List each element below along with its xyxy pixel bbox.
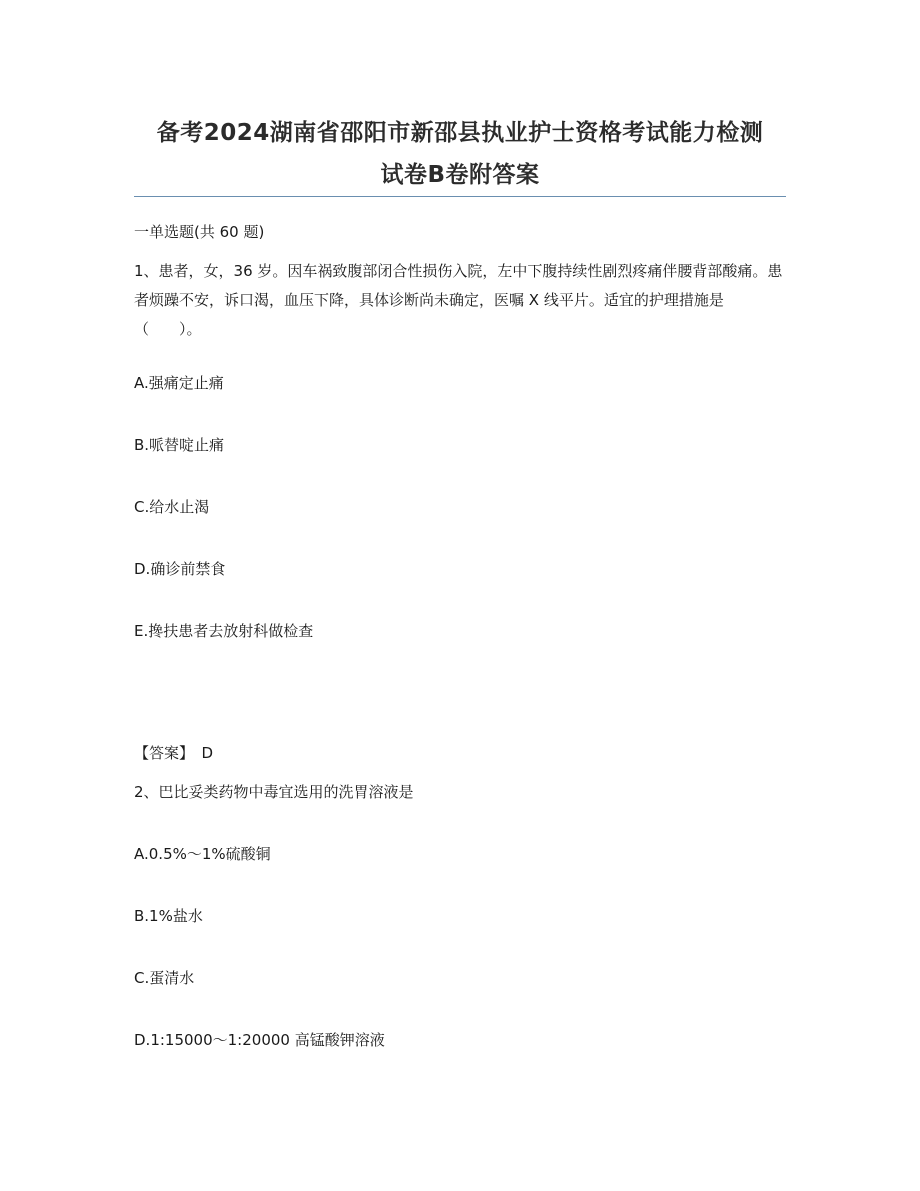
question-1-stem: 1、患者，女，36 岁。因车祸致腹部闭合性损伤入院，左中下腹持续性剧烈疼痛伴腰背部酸痛。患者烦躁不安，诉口渴，血压下降，具体诊断尚未确定，医嘱 X 线平片。适宜的护理措施是（ ）。 — [134, 262, 783, 338]
section-label: 一单选题(共 60 题) — [134, 223, 265, 241]
question-2-option-c: C.蛋清水 — [134, 969, 195, 987]
question-1-option-e: E.搀扶患者去放射科做检查 — [134, 622, 314, 640]
question-1-option-c: C.给水止渴 — [134, 498, 210, 516]
question-1-option-d: D.确诊前禁食 — [134, 560, 226, 578]
document-title — [134, 112, 786, 196]
title-line-2: 试卷B卷附答案 — [380, 162, 540, 188]
title-divider — [134, 196, 786, 197]
question-2-option-b: B.1%盐水 — [134, 907, 203, 925]
question-2-option-a: A.0.5%～1%硫酸铜 — [134, 845, 271, 863]
title-line-1: 备考2024湖南省邵阳市新邵县执业护士资格考试能力检测 — [156, 120, 764, 146]
question-1-answer: 【答案】 D — [134, 744, 214, 762]
question-2-option-d: D.1:15000～1:20000 高锰酸钾溶液 — [134, 1031, 385, 1049]
question-2-stem: 2、巴比妥类药物中毒宜选用的洗胃溶液是 — [134, 783, 414, 801]
question-1-option-a: A.强痛定止痛 — [134, 374, 224, 392]
question-1-option-b: B.哌替啶止痛 — [134, 436, 225, 454]
